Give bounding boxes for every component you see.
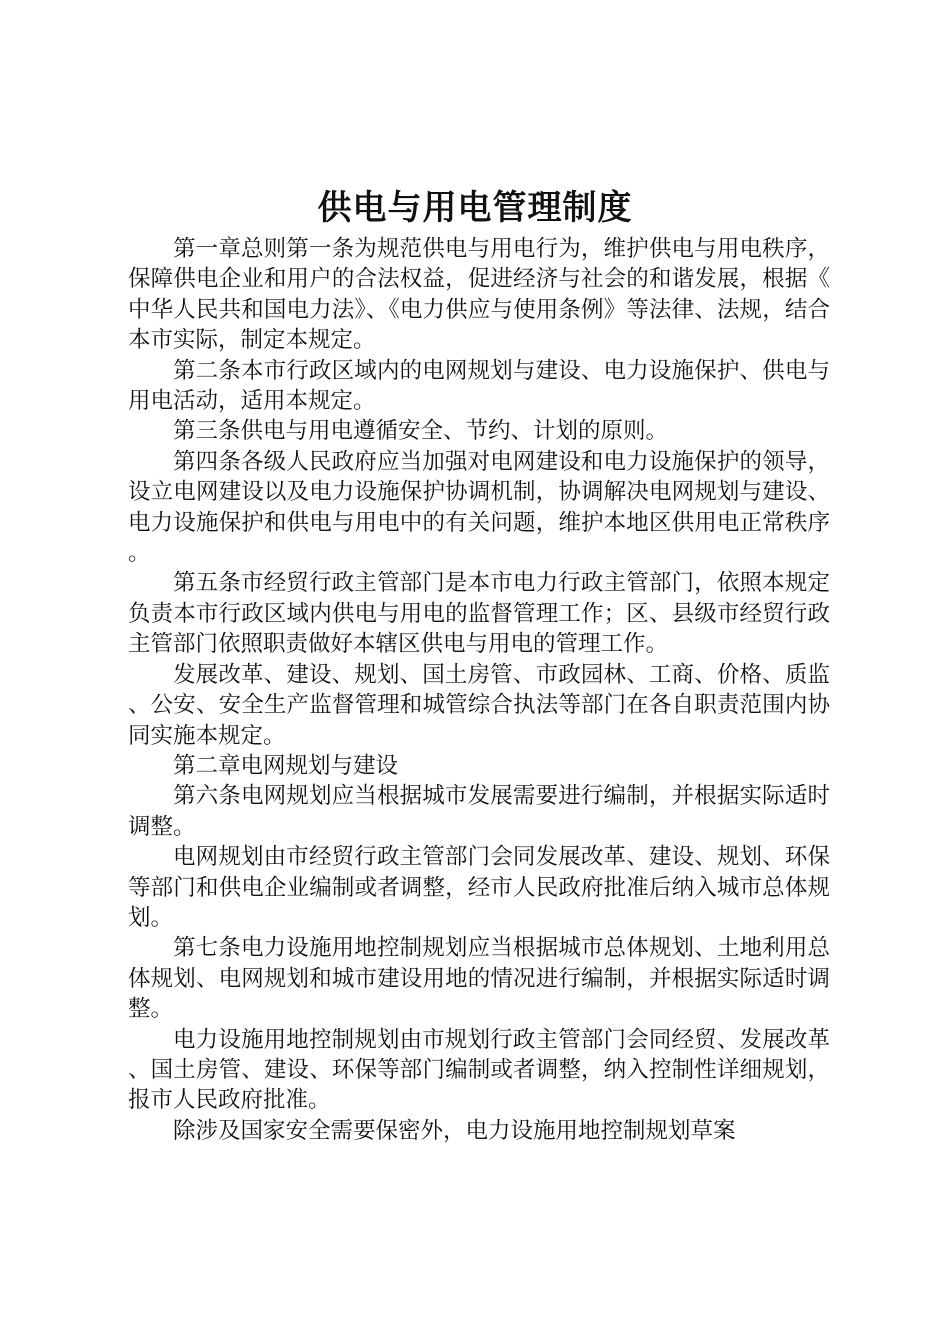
paragraph-article7: 第七条电力设施用地控制规划应当根据城市总体规划、土地利用总体规划、电网规划和城市建设用地的情况进行编制，并根据实际适时调整。 <box>128 935 830 1023</box>
paragraph-article5-departments: 发展改革、建设、规划、国土房管、市政园林、工商、价格、质监、公安、安全生产监督管理和城管综合执法等部门在各自职责范围内协同实施本规定。 <box>128 661 830 749</box>
paragraph-article6: 第六条电网规划应当根据城市发展需要进行编制，并根据实际适时调整。 <box>128 783 830 840</box>
paragraph-article5: 第五条市经贸行政主管部门是本市电力行政主管部门，依照本规定负责本市行政区域内供电与用电的监督管理工作；区、县级市经贸行政主管部门依照职责做好本辖区供电与用电的管理工作。 <box>128 570 830 658</box>
document-body <box>128 234 830 1146</box>
paragraph-article6-planning: 电网规划由市经贸行政主管部门会同发展改革、建设、规划、环保等部门和供电企业编制或者调整，经市人民政府批准后纳入城市总体规划。 <box>128 844 830 931</box>
paragraph-article3: 第三条供电与用电遵循安全、节约、计划的原则。 <box>173 418 669 445</box>
paragraph-article4: 第四条各级人民政府应当加强对电网建设和电力设施保护的领导，设立电网建设以及电力设施保护协调机制，协调解决电网规划与建设、电力设施保护和供电与用电中的有关问题，维护本地区供用电正常秩序。 <box>128 448 830 567</box>
paragraph-chapter1-article1: 第一章总则第一条为规范供电与用电行为，维护供电与用电秩序，保障供电企业和用户的合法权益，促进经济与社会的和谐发展，根据《中华人民共和国电力法》、《电力供应与使用条例》等法律、法规，结合本市实际，制定本规定。 <box>128 236 830 354</box>
paragraph-article2: 第二条本市行政区域内的电网规划与建设、电力设施保护、供电与用电活动，适用本规定。 <box>128 357 830 415</box>
paragraph-article7-draft: 除涉及国家安全需要保密外，电力设施用地控制规划草案 <box>173 1117 736 1144</box>
paragraph-article7-control-plan: 电力设施用地控制规划由市规划行政主管部门会同经贸、发展改革、国土房管、建设、环保等部门编制或者调整，纳入控制性详细规划，报市人民政府批准。 <box>128 1026 830 1114</box>
document-title: 供电与用电管理制度 <box>317 188 633 228</box>
chapter2-heading: 第二章电网规划与建设 <box>173 752 399 779</box>
